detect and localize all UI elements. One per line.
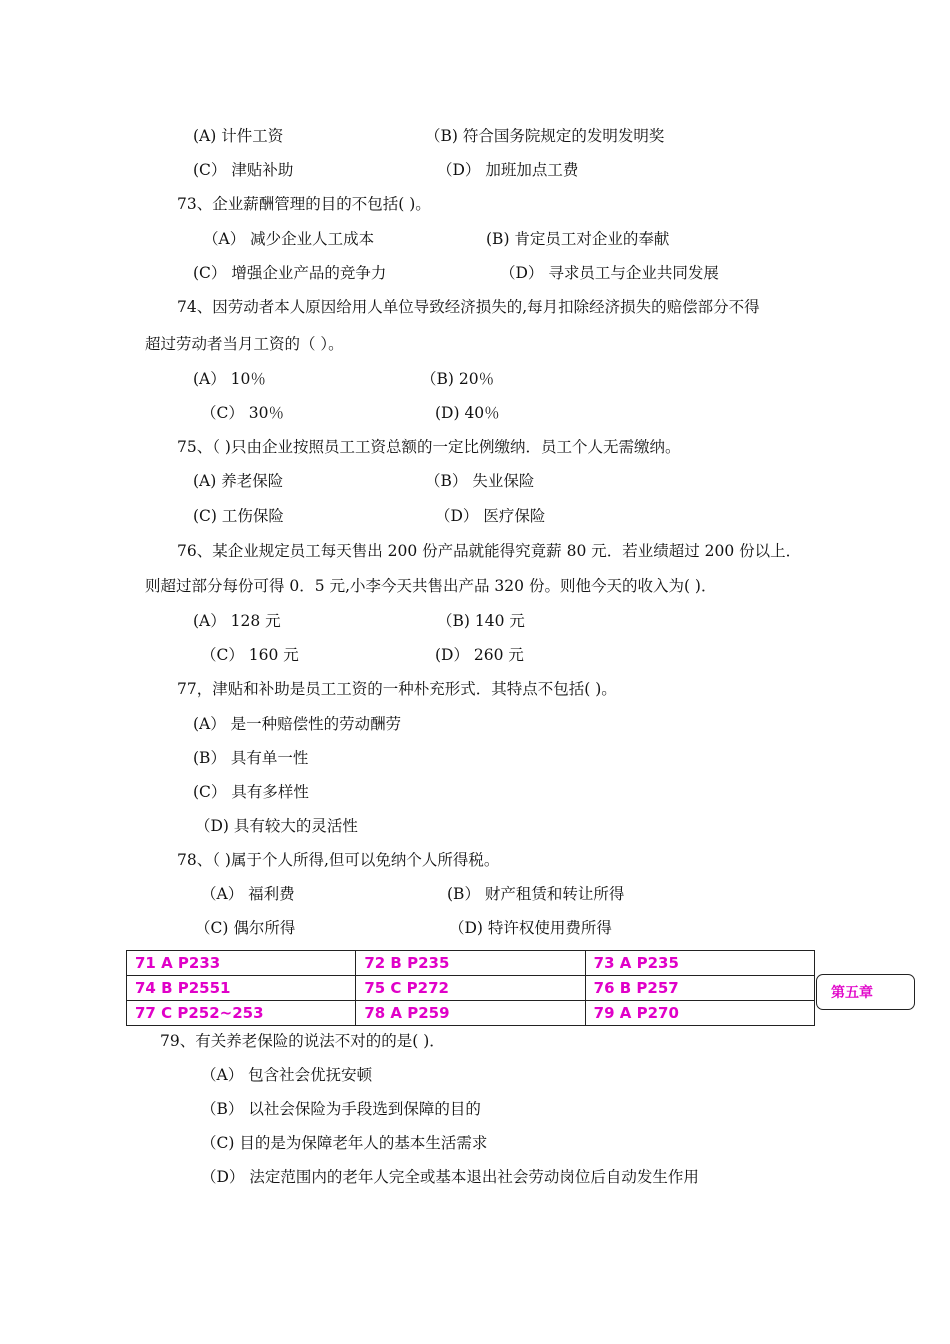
q77-stem: 77，津贴和补助是员工工资的一种朴充形式．其特点不包括( )。 (177, 680, 617, 698)
q78-option-d: （D) 特许权使用费所得 (449, 919, 612, 937)
q72-option-b: （B) 符合国务院规定的发明发明奖 (425, 127, 665, 145)
q72-option-c: (C） 津贴补助 (193, 161, 294, 179)
q72-option-a: (A) 计件工资 (193, 127, 284, 145)
q73-stem: 73、企业薪酬管理的目的不包括( )。 (177, 195, 431, 213)
q72-option-d: （D） 加班加点工费 (437, 161, 579, 179)
q76-stem-line-1: 76、某企业规定员工每天售出 200 份产品就能得究竟薪 80 元．若业绩超过 200 份以上． (177, 542, 802, 560)
q78-option-a: （A） 福利费 (201, 885, 295, 903)
q79-option-d: （D） 法定范围内的老年人完全或基本退出社会劳动岗位后自动发生作用 (201, 1168, 699, 1186)
q79-stem: 79、有关养老保险的说法不对的的是( )． (160, 1032, 445, 1050)
q76-option-a: (A） 128 元 (193, 612, 281, 630)
answer-cell: 72 B P235 (356, 951, 585, 976)
q76-option-c: （C） 160 元 (201, 646, 299, 664)
answer-cell: 76 B P257 (585, 976, 814, 1001)
answer-cell: 74 B P2551 (127, 976, 356, 1001)
answer-key-table (126, 950, 815, 1026)
q74-option-b: （B) 20％ (421, 370, 495, 388)
q75-option-a: (A) 养老保险 (193, 472, 284, 490)
q74-option-d: (D) 40％ (435, 404, 500, 422)
chapter-tag: 第五章 (816, 974, 915, 1010)
q73-option-d: （D） 寻求员工与企业共同发展 (500, 264, 719, 282)
q76-stem-line-2: 则超过部分每份可得 0．5 元,小李今天共售出产品 320 份。则他今天的收入为( )． (145, 577, 717, 595)
q74-stem-line-2: 超过劳动者当月工资的（ ）。 (145, 335, 344, 353)
q79-option-a: （A） 包含社会优抚安顿 (201, 1066, 373, 1084)
q73-option-c: (C） 增强企业产品的竞争力 (193, 264, 387, 282)
q75-stem: 75、（ )只由企业按照员工工资总额的一定比例缴纳．员工个人无需缴纳。 (177, 438, 681, 456)
q74-option-a: (A） 10％ (193, 370, 266, 388)
q76-option-d: (D） 260 元 (435, 646, 524, 664)
q75-option-b: （B） 失业保险 (425, 472, 535, 490)
answer-row (127, 976, 815, 1001)
q78-option-b: (B） 财产租赁和转让所得 (447, 885, 625, 903)
q77-option-c: (C） 具有多样性 (193, 783, 309, 801)
q76-option-b: （B) 140 元 (437, 612, 525, 630)
q74-option-c: （C） 30％ (201, 404, 285, 422)
answer-cell: 77 C P252~253 (127, 1001, 356, 1026)
q77-option-a: (A） 是一种赔偿性的劳动酬劳 (193, 715, 402, 733)
q73-option-b: (B) 肯定员工对企业的奉献 (486, 230, 670, 248)
q73-option-a: （A） 减少企业人工成本 (203, 230, 375, 248)
q74-stem-line-1: 74、因劳动者本人原因给用人单位导致经济损失的,每月扣除经济损失的赔偿部分不得 (177, 298, 760, 316)
answer-cell: 79 A P270 (585, 1001, 814, 1026)
q75-option-d: （D） 医疗保险 (435, 507, 546, 525)
q75-option-c: (C) 工伤保险 (193, 507, 284, 525)
q78-stem: 78、（ )属于个人所得,但可以免纳个人所得税。 (177, 851, 500, 869)
answer-cell: 71 A P233 (127, 951, 356, 976)
q77-option-d: （D) 具有较大的灵活性 (195, 817, 358, 835)
answer-row (127, 951, 815, 976)
q79-option-b: （B） 以社会保险为手段选到保障的目的 (201, 1100, 481, 1118)
answer-cell: 78 A P259 (356, 1001, 585, 1026)
answer-row (127, 1001, 815, 1026)
answer-cell: 75 C P272 (356, 976, 585, 1001)
answer-cell: 73 A P235 (585, 951, 814, 976)
q78-option-c: （C) 偶尔所得 (195, 919, 296, 937)
q79-option-c: （C) 目的是为保障老年人的基本生活需求 (201, 1134, 488, 1152)
q77-option-b: (B） 具有单一性 (193, 749, 309, 767)
